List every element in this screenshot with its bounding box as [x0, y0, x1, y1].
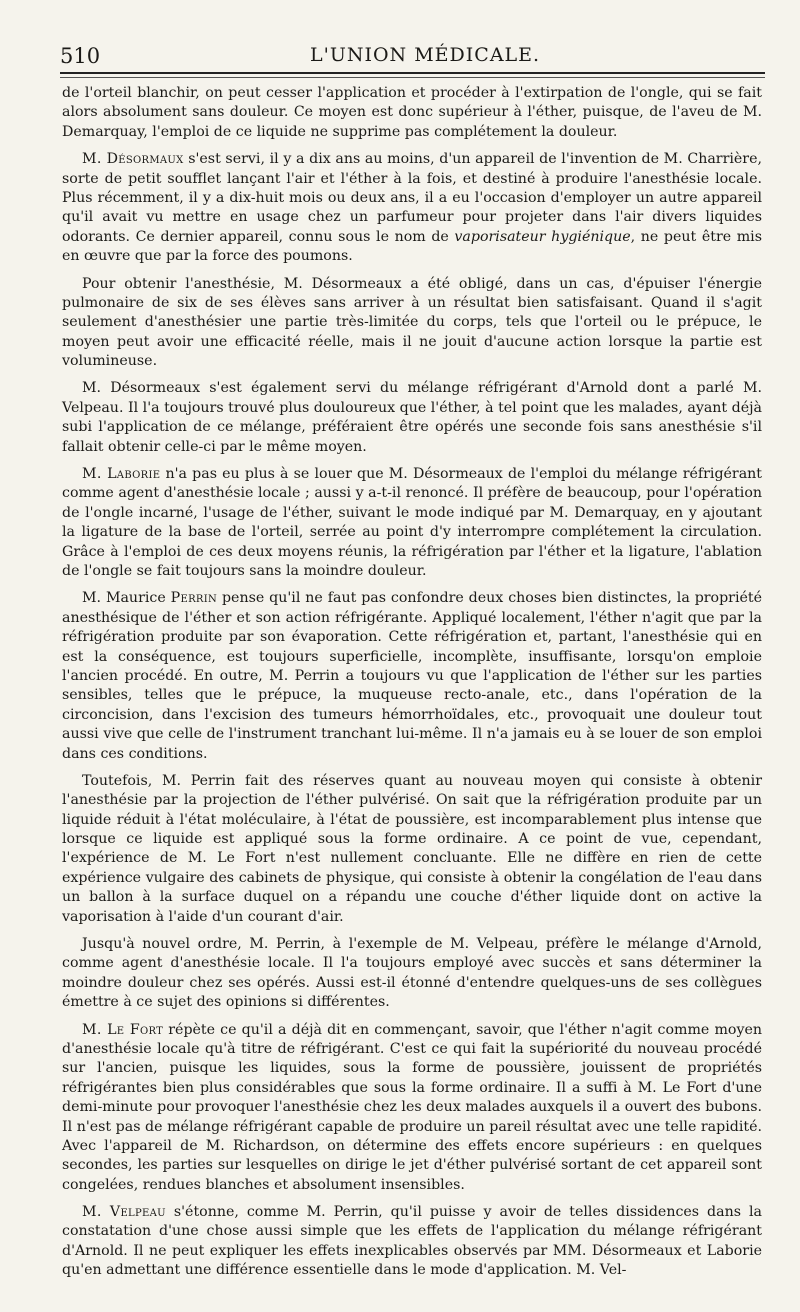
italic-term: vaporisateur hygiénique: [454, 228, 631, 245]
article-body: [62, 84, 762, 1289]
header-rule-thin: [60, 77, 765, 78]
paragraph-3: Pour obtenir l'anesthésie, M. Désormeaux a été obligé, dans un cas, d'épuiser l'énergie pulmonaire de six de ses élèves sans arriver à un résultat bien satisfaisant. Quand il s'agit seulement d'anesthésier une partie très-limitée du corps, tels que l'orteil ou le prépuce, le moyen peut avoir une efficacité réelle, mais il ne jouit d'aucune action lorsque la partie est volumineuse.: [62, 275, 762, 370]
page-header: [60, 44, 770, 74]
speaker-name: M. Le Fort: [82, 1021, 164, 1038]
paragraph-4: M. Désormeaux s'est également servi du mélange réfrigérant d'Arnold dont a parlé M. Velpeau. Il l'a toujours trouvé plus douloureux que l'éther, à tel point que les malades, ayant déjà subi l'application de ce mélange, préféraient être opérés une seconde fois sans anesthésie s'il fallait obtenir celle-ci par le même moyen.: [62, 380, 762, 455]
paragraph-1: de l'orteil blanchir, on peut cesser l'application et procéder à l'extirpation de l'ongle, qui se fait alors absolument sans douleur. Ce moyen est donc supérieur à l'éther, puisque, de l'aveu de M. Demarquay, l'emploi de ce liquide ne supprime pas complétement la douleur.: [62, 85, 762, 140]
paragraph-2: M. Désormaux s'est servi, il y a dix ans au moins, d'un appareil de l'invention de M. Charrière, sorte de petit soufflet lançant l'air et l'éther à la fois, et destiné à produire l'anesthésie locale. Plus récemment, il y a dix-huit mois ou deux ans, il a eu l'occasion d'employer un autre appareil qu'il avait vu mettre en usage chez un parfumeur pour projeter dans l'air divers liquides odorants. Ce dernier appareil, connu sous le nom de vaporisateur hygiénique, ne peut être mis en œuvre que par la force des poumons.: [62, 151, 762, 265]
speaker-name: M. Velpeau: [82, 1204, 166, 1221]
speaker-name: M. Laborie: [82, 466, 161, 483]
speaker-name: Perrin: [170, 590, 218, 607]
running-head: L'UNION MÉDICALE.: [310, 44, 541, 66]
paragraph-6: M. Maurice Perrin pense qu'il ne faut pas confondre deux choses bien distinctes, la propriété anesthésique de l'éther et son action réfrigérante. Appliqué localement, l'éther n'agit que par la réfrigération produite par son évaporation. Cette réfrigération et, partant, l'anesthésie qui en est la conséquence, est toujours superficielle, incomplète, insuffisante, lorsqu'on emploie l'ancien procédé. En outre, M. Perrin a toujours vu que l'application de l'éther sur les parties sensibles, telles que le prépuce, la muqueuse recto-anale, etc., dans l'opération de la circoncision, dans l'excision des tumeurs hémorrhoïdales, etc., provoquait une douleur tout aussi vive que celle de l'instrument tranchant lui-même. Il n'a jamais eu à se louer de son emploi dans ces conditions.: [62, 590, 762, 762]
speaker-name: M. Désormaux: [82, 151, 184, 168]
paragraph-10: M. Velpeau s'étonne, comme M. Perrin, qu'il puisse y avoir de telles dissidences dans la constatation d'une chose aussi simple que les effets de l'application du mélange réfrigérant d'Arnold. Il ne peut expliquer les effets inexplicables observés par MM. Désormeaux et Laborie qu'en admettant une différence essentielle dans le mode d'application. M. Vel-: [62, 1204, 762, 1279]
paragraph-5: M. Laborie n'a pas eu plus à se louer que M. Désormeaux de l'emploi du mélange réfrigérant comme agent d'anesthésie locale ; aussi y a-t-il renoncé. Il préfère de beaucoup, pour l'opération de l'ongle incarné, l'usage de l'éther, suivant le mode indiqué par M. Demarquay, en y ajoutant la ligature de la base de l'orteil, serrée au point d'y interrompre complétement la circulation. Grâce à l'emploi de ces deux moyens réunis, la réfrigération par l'éther et la ligature, l'ablation de l'ongle se fait toujours sans la moindre douleur.: [62, 466, 763, 579]
paragraph-9: M. Le Fort répète ce qu'il a déjà dit en commençant, savoir, que l'éther n'agit comme moyen d'anesthésie locale qu'à titre de réfrigérant. C'est ce qui fait la supériorité du nouveau procédé sur l'ancien, puisque les liquides, sous la forme de poussière, jouissent de propriétés réfrigérantes bien plus considérables que sous la forme ordinaire. Il a suffi à M. Le Fort d'une demi-minute pour provoquer l'anesthésie chez les deux malades auxquels il a ouvert des bubons. Il n'est pas de mélange réfrigérant capable de produire un pareil résultat avec une telle rapidité. Avec l'appareil de M. Richardson, on détermine des effets encore supérieurs : en quelques secondes, les parties sur lesquelles on dirige le jet d'éther pulvérisé sortant de cet appareil sont congelées, rendues blanches et absolument insensibles.: [62, 1021, 763, 1193]
paragraph-7: Toutefois, M. Perrin fait des réserves quant au nouveau moyen qui consiste à obtenir l'anesthésie par la projection de l'éther pulvérisé. On sait que la réfrigération produite par un liquide réduit à l'état moléculaire, à l'état de poussière, est incomparablement plus intense que lorsque ce liquide est appliqué sous la forme ordinaire. A ce point de vue, cependant, l'expérience de M. Le Fort n'est nullement concluante. Elle ne diffère en rien de cette expérience vulgaire des cabinets de physique, qui consiste à obtenir la congélation de l'eau dans un ballon à la surface duquel on a répandu une couche d'éther liquide dont on active la vaporisation à l'aide d'un courant d'air.: [62, 772, 762, 925]
paragraph-8: Jusqu'à nouvel ordre, M. Perrin, à l'exemple de M. Velpeau, préfère le mélange d'Arnold, comme agent d'anesthésie locale. Il l'a toujours employé avec succès et sans déterminer la moindre douleur chez ses opérés. Aussi est-il étonné d'entendre quelques-uns de ses collègues émettre à ce sujet des opinions si différentes.: [62, 936, 762, 1011]
header-rule: [60, 72, 765, 74]
page-number: 510: [60, 44, 101, 68]
